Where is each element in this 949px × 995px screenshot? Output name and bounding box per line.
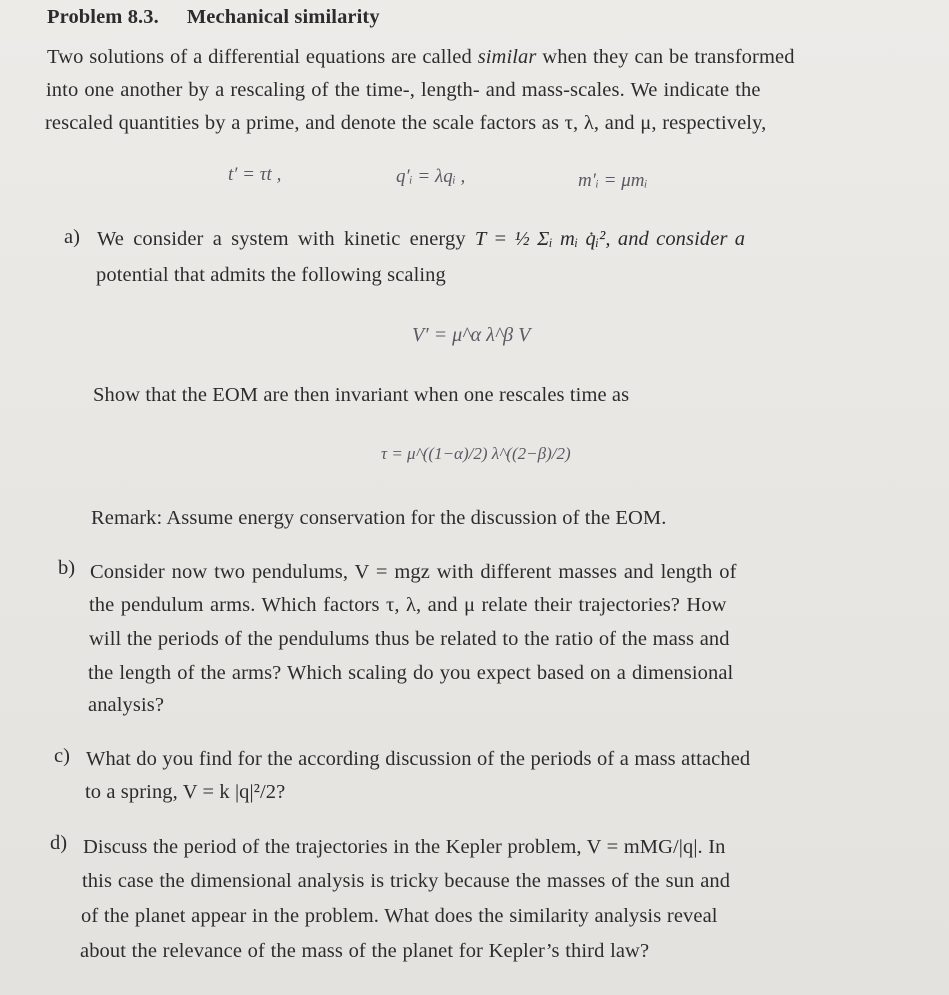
- part-a-show-line: Show that the EOM are then invariant when one rescales time as: [93, 384, 630, 406]
- potential-scaling-equation: V′ = μ^α λ^β V: [412, 324, 531, 346]
- part-d-line-3: of the planet appear in the problem. What does the similarity analysis reveal: [81, 905, 718, 927]
- problem-heading: [47, 4, 380, 30]
- part-d-line-2: this case the dimensional analysis is tricky because the masses of the sun and: [82, 870, 731, 892]
- part-c-line-1: What do you find for the according discussion of the periods of a mass attached: [86, 748, 751, 770]
- part-b-line-5: analysis?: [88, 694, 165, 716]
- problem-title: Mechanical similarity: [186, 6, 380, 28]
- part-d-line-4: about the relevance of the mass of the planet for Kepler’s third law?: [80, 940, 650, 962]
- kinetic-energy-formula: T = ½ Σᵢ mᵢ q̇ᵢ², and consider a: [474, 228, 746, 250]
- part-c-line-2: to a spring, V = k |q|²/2?: [85, 781, 286, 803]
- part-b-line-1: Consider now two pendulums, V = mgz with different masses and length of: [90, 561, 737, 583]
- intro-line-3: rescaled quantities by a prime, and denote the scale factors as τ, λ, and μ, respectively,: [45, 112, 767, 134]
- part-a-label: a): [64, 226, 80, 248]
- intro-line-1: [47, 44, 795, 70]
- intro-line-2: into one another by a rescaling of the time-, length- and mass-scales. We indicate the: [46, 79, 761, 101]
- part-a-line-1: [97, 226, 745, 252]
- part-b-line-2: the pendulum arms. Which factors τ, λ, and μ relate their trajectories? How: [89, 594, 727, 616]
- part-c-label: c): [54, 745, 70, 767]
- mass-scaling-equation: m′ᵢ = μmᵢ: [578, 170, 648, 191]
- part-b-line-4: the length of the arms? Which scaling do you expect based on a dimensional: [88, 662, 734, 684]
- part-b-line-3: will the periods of the pendulums thus be related to the ratio of the mass and: [89, 628, 730, 650]
- intro-text: Two solutions of a differential equations are called: [47, 46, 478, 68]
- part-a-remark: Remark: Assume energy conservation for the discussion of the EOM.: [91, 507, 667, 529]
- part-d-label: d): [50, 832, 68, 854]
- part-a-line-2: potential that admits the following scaling: [96, 264, 446, 286]
- length-scaling-equation: q′ᵢ = λqᵢ ,: [396, 166, 466, 187]
- problem-number: Problem 8.3.: [47, 6, 159, 28]
- tau-scaling-equation: τ = μ^((1−α)/2) λ^((2−β)/2): [381, 444, 571, 463]
- time-scaling-equation: t′ = τt ,: [228, 164, 282, 185]
- part-a-text: We consider a system with kinetic energy: [97, 228, 475, 250]
- part-d-line-1: Discuss the period of the trajectories in the Kepler problem, V = mMG/|q|. In: [83, 836, 726, 858]
- intro-similar-term: similar: [477, 46, 537, 68]
- intro-text: when they can be transformed: [536, 46, 795, 68]
- part-b-label: b): [58, 557, 76, 579]
